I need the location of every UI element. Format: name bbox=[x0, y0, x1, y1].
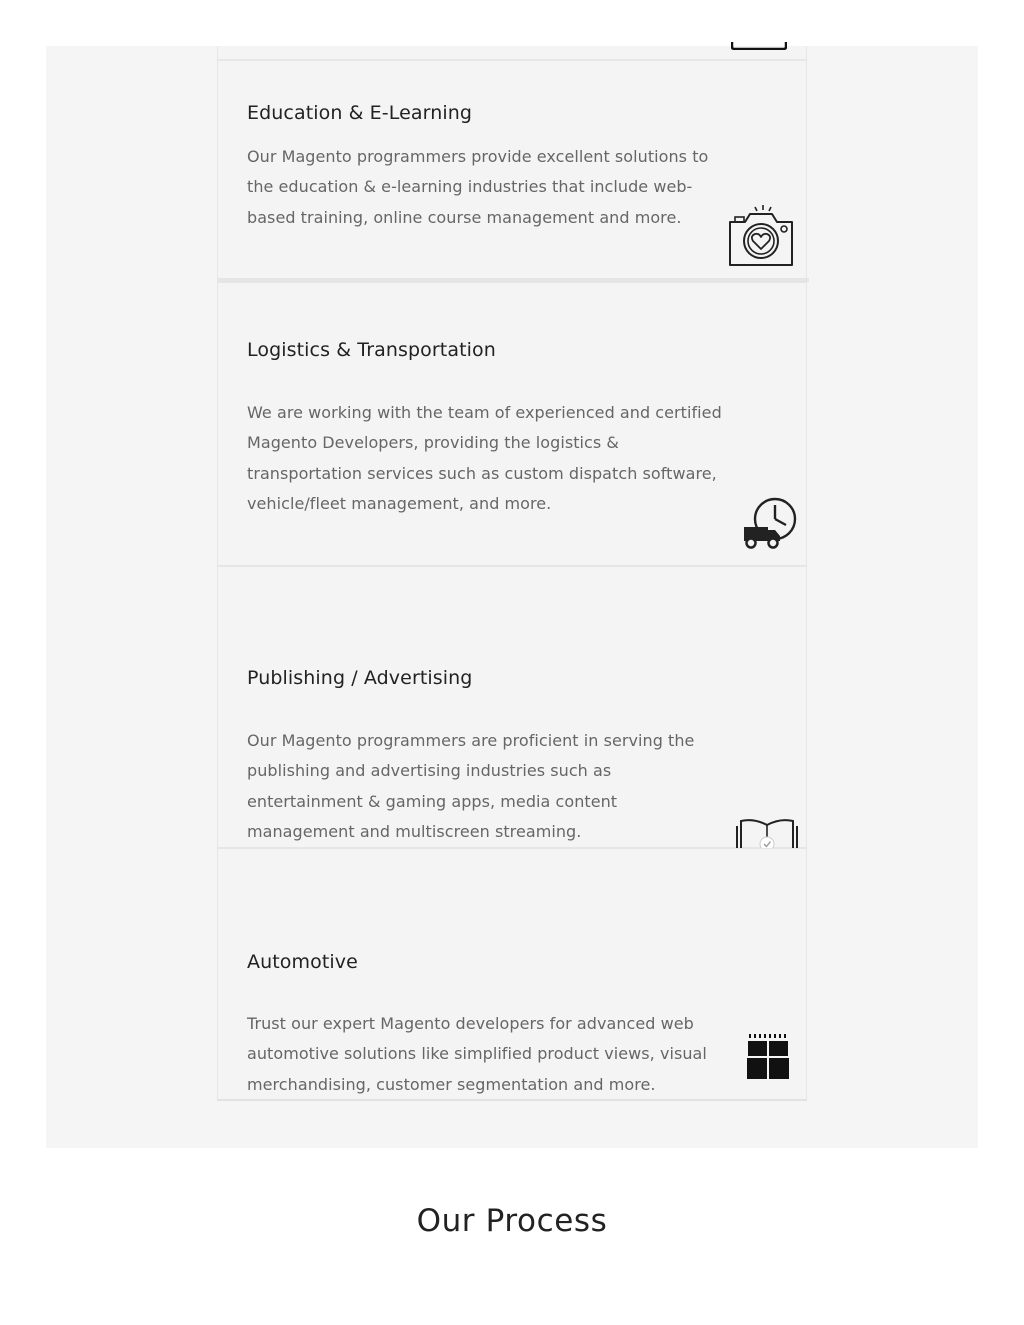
industry-card-partial bbox=[217, 46, 807, 60]
industry-description: We are working with the team of experienced and certified Magento Developers, providing the logistics & transportation services such as custom dispatch software, vehicle/fleet management, and more. bbox=[247, 403, 722, 513]
industry-title: Publishing / Advertising bbox=[247, 667, 473, 689]
industry-description: Trust our expert Magento developers for advanced web automotive solutions like simplified product views, visual merchandising, customer segmentation and more. bbox=[247, 1014, 707, 1094]
camera-heart-icon bbox=[727, 204, 795, 268]
industry-card-education bbox=[217, 60, 807, 279]
industry-title: Automotive bbox=[247, 951, 358, 973]
section-title: Our Process bbox=[416, 1203, 608, 1239]
delivery-truck-clock-icon bbox=[743, 497, 797, 551]
industry-title: Logistics & Transportation bbox=[247, 339, 496, 361]
industry-description: Our Magento programmers are proficient in serving the publishing and advertising industries such as entertainment & gaming apps, media content management and multiscreen streaming. bbox=[247, 731, 695, 841]
industry-card-logistics bbox=[217, 282, 807, 566]
industry-card-publishing bbox=[217, 566, 807, 848]
industry-description: Our Magento programmers provide excellent solutions to the education & e-learning industries that include web-based training, online course management and more. bbox=[247, 147, 709, 227]
partial-icon bbox=[731, 42, 787, 50]
open-box-icon bbox=[745, 1033, 791, 1081]
industry-title: Education & E-Learning bbox=[247, 102, 473, 124]
industry-card-automotive bbox=[217, 848, 807, 1101]
industries-list bbox=[217, 46, 809, 1100]
